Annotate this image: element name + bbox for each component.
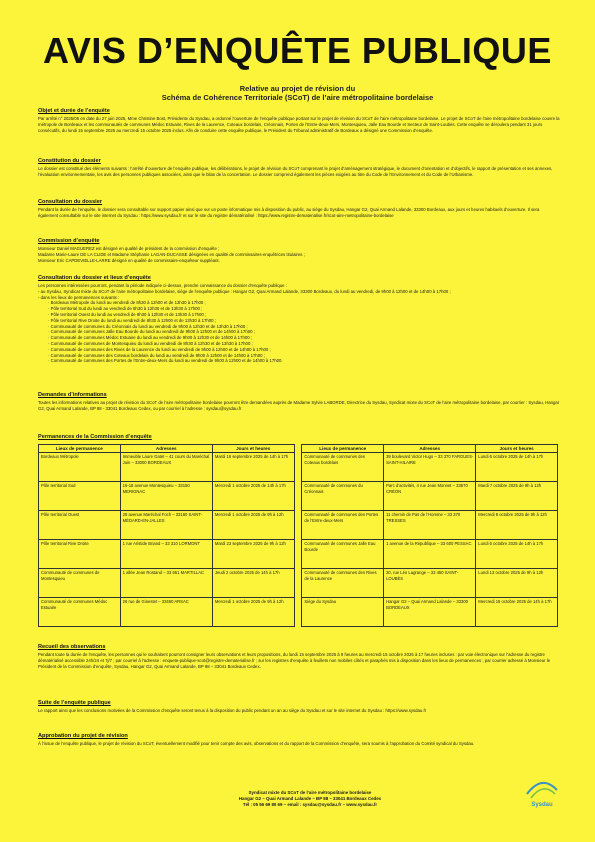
table-cell-r-adresse: Hangar G2 – Quai Armand Lalande – 33300 BORDEAUX — [384, 598, 476, 627]
table-row — [39, 482, 558, 511]
list-item: · Communauté de communes des Rives de la Laurence du lundi au vendredi de 9h00 à 12h00 et de 14h00 à 17h00 ; — [48, 346, 271, 352]
section-consultation-text: Pendant la durée de l’enquête, le dossier sera consultable sur support papier ainsi que sur un poste informatique mis à disposition du public, au siège du Sysdau, Hangar G2, Quai Armand Lalande, 33300 Bordeaux, aux jours et heures habituels d’ouverture. Il sera également consultable sur le site internet du Sysdau : https://www.sysdau.fr et sur le site du registre dématérialisé : https://www.registre-dematerialise.fr/scot-aire-metropolitaine-bordelaise — [38, 207, 540, 218]
table-cell-l-lieu: Pôle territorial Rive Droite — [39, 540, 121, 569]
table-cell-r-lieu: Communauté de communes des Rives de la Laurence — [302, 569, 384, 598]
section-dossier-heading: Consultation du dossier et lieux d’enquête — [38, 275, 151, 281]
section-infos-heading: Demandes d’informations — [38, 392, 107, 398]
table-cell-l-lieu: Communauté de communes de Montesquieu — [39, 569, 121, 598]
dossier-list — [38, 289, 560, 364]
table-cell-r-adresse: 11 chemin de Pas de l’Homme – 33 370 TRESSES — [384, 511, 476, 540]
list-item: - au Sysdau, Syndicat mixte du SCoT de l’aire métropolitaine bordelaise, siège de l’enquête publique : Hangar G2, Quai Armand Lalande, 33300 Bordeaux, du lundi au vendredi, de 9h00 à 12h00 et de 14h00 à 17h00 ; — [38, 288, 451, 294]
section-objet-heading: Objet et durée de l’enquête — [38, 108, 110, 114]
footer-line: Syndicat mixte du SCoT de l’aire métropolitaine bordelaise — [248, 790, 372, 795]
table-row — [39, 453, 558, 482]
section-recueil-heading: Recueil des observations — [38, 644, 106, 650]
table-gap — [294, 445, 302, 453]
footer-line: Hangar G2 – Quai Armand Lalande – BP 88 – 33041 Bordeaux Cedex — [238, 796, 382, 801]
table-cell-l-jours: Mercredi 1 octobre 2025 de 14h à 17h — [212, 482, 294, 511]
table-cell-l-lieu: Communauté de communes Médoc Estuaire — [39, 598, 121, 627]
section-objet — [38, 108, 560, 133]
table-cell-r-lieu: Communauté de communes des Portes de l’Entre-deux-Mers — [302, 511, 384, 540]
table-cell-r-adresse: 1 avenue de la République – 33 600 PESSAC — [384, 540, 476, 569]
table-cell-l-jours: Mercredi 1 octobre 2025 de 9h à 12h — [212, 598, 294, 627]
list-item: · Communauté de communes du Créonnais du lundi au vendredi de 9h00 à 12h30 et de 13h30 à 17h00 ; — [48, 323, 248, 329]
table-gap — [294, 540, 302, 569]
section-approbation-text: À l’issue de l’enquête publique, le projet de révision du SCoT, éventuellement modifié pour tenir compte des avis, observations et du rapport de la Commission d’enquête, sera soumis à l’approbation du Comité syndical du Sysdau. — [38, 741, 475, 746]
table-cell-r-jours: Mardi 7 octobre 2025 de 9h à 12h — [476, 482, 558, 511]
table-cell-r-jours: Lundi 6 octobre 2025 de 14h à 17h — [476, 453, 558, 482]
section-approbation — [38, 733, 508, 747]
subtitle-line-2: Schéma de Cohérence Territoriale (SCoT) de l’aire métropolitaine bordelaise — [161, 93, 434, 102]
subtitle-line-1: Relative au projet de révision du — [239, 84, 356, 93]
table-header: Adresses — [120, 445, 212, 453]
table-cell-l-lieu: Pôle territorial Ouest — [39, 511, 121, 540]
list-item: - dans les lieux de permanences suivants : — [38, 294, 120, 300]
table-row — [39, 540, 558, 569]
list-item: · Communauté de communes de Montesquieu du lundi au vendredi de 8h30 à 12h30 et de 13h30 à 17h00 ; — [48, 340, 253, 346]
table-cell-r-lieu: Communauté de communes du Créonnais — [302, 482, 384, 511]
table-cell-l-jours: Mardi 23 septembre 2025 de 9h à 12h — [212, 540, 294, 569]
table-cell-l-jours: Mercredi 1 octobre 2025 de 9h à 12h — [212, 511, 294, 540]
section-suite-heading: Suite de l’enquête publique — [38, 700, 111, 706]
list-item: · Communauté de communes Jalle Eau Bourde du lundi au vendredi de 9h00 à 12h00 et de 14h00 à 17h00 ; — [48, 329, 255, 335]
table-header-row — [39, 445, 558, 453]
section-commission — [38, 238, 560, 263]
table-header: Lieux de permanence — [39, 445, 121, 453]
table-cell-r-jours: Mercredi 15 octobre 2025 de 14h à 17h — [476, 598, 558, 627]
table-gap — [294, 598, 302, 627]
section-commission-heading: Commission d’enquête — [38, 238, 100, 244]
table-cell-l-adresse: 1 allée Jean Rostand – 33 651 MARTILLAC — [120, 569, 212, 598]
section-dossier-intro: Les personnes intéressées pourront, pendant la période indiquée ci-dessus, prendre connaissance du dossier d’enquête publique : — [38, 283, 287, 288]
section-consultation — [38, 199, 560, 219]
table-cell-r-lieu: Siège du Sysdau — [302, 598, 384, 627]
section-recueil-text: Pendant toute la durée de l’enquête, les personnes qui le souhaitent pourront consigner leurs observations et leurs propositions, du lundi 15 septembre 2025 à 9 heures au mercredi 15 octobre 2025 à 17 heures incluses : par voie électronique sur l’adresse du registre dématérialisé accessible 24h/24 et 7j/7 ; par courriel à l’adresse : enquete-publique-scot@registre-dematerialise.fr ; sur les registres d’enquête à feuillets non mobiles côtés et paraphés mis à disposition dans les lieux de permanences ; par courrier adressé à Monsieur le Président de la Commission d’enquête, Sysdau, Hangar G2, Quai Armand Lalande, BP 88 – 33041 Bordeaux Cedex. — [38, 652, 551, 669]
table-cell-r-jours: Lundi 13 octobre 2025 de 9h à 12h — [476, 569, 558, 598]
table-row — [39, 511, 558, 540]
table-cell-r-adresse: 39 boulevard Victor Hugo – 33 370 FARGUES-SAINT-HILAIRE — [384, 453, 476, 482]
section-infos — [38, 392, 560, 412]
table-cell-l-adresse: 26 rue de Ginestet – 33460 ARSAC — [120, 598, 212, 627]
permanences-table — [38, 444, 558, 627]
table-row — [39, 569, 558, 598]
list-item: · Communauté de communes Médoc Estuaire du lundi au vendredi de 9h00 à 12h30 et de 14h00 à 17h00 ; — [48, 335, 253, 341]
commission-line: Madame Marie-Laure DE LA CLIDE et Madame Stéphanie LAGAN-DUCASSE désignées en qualité de commissaires-enquêtrices titulaires ; — [38, 251, 305, 257]
section-suite — [38, 700, 560, 714]
footer — [130, 790, 490, 808]
list-item: · Bordeaux Métropole du lundi au vendredi de 8h30 à 12h00 et de 13h30 à 17h00 ; — [48, 300, 206, 306]
table-cell-r-jours: Lundi 6 octobre 2025 de 14h à 17h — [476, 540, 558, 569]
section-suite-text: Le rapport ainsi que les conclusions motivées de la Commission d’enquête seront tenus à la disposition du public pendant un an au siège du Sysdau et sur le site internet du Sysdau : https://www.sysdau.fr — [38, 708, 427, 713]
table-cell-l-lieu: Bordeaux Métropole — [39, 453, 121, 482]
list-item: · Communauté de communes des Portes de l’Entre-deux-Mers du lundi au vendredi de 9h00 à 12h00 et de 14h00 à 17h00. — [48, 358, 283, 364]
table-cell-l-adresse: 28 avenue Maréchal Foch – 33160 SAINT-MÉDARD-EN-JALLES — [120, 511, 212, 540]
table-cell-r-adresse: 20, rue Léo Lagrange – 33 450 SAINT-LOUBÈS — [384, 569, 476, 598]
table-header: Adresses — [384, 445, 476, 453]
section-approbation-heading: Approbation du projet de révision — [38, 733, 128, 739]
section-infos-text: Toutes les informations relatives au projet de révision du SCoT de l’aire métropolitaine bordelaise pourront être demandées auprès de Madame Sylvie LABORDE, Directrice du Sysdau, Syndicat mixte du SCoT de l’aire métropolitaine bordelaise, par courrier : Sysdau, Hangar G2, Quai Armand Lalande, BP 88 - 33041 Bordeaux Cedex, ou par courriel à l’adresse : sysdau@sysdau.fr — [38, 400, 560, 411]
list-item: · Pôle territorial Sud du lundi au vendredi de 8h30 à 12h30 et de 13h30 à 17h00 ; — [48, 306, 203, 312]
logo-text: Sysdau — [531, 802, 553, 808]
table-cell-l-adresse: Immeuble Laure Gatet – 41 cours du Maréchal Juin – 33000 BORDEAUX — [120, 453, 212, 482]
sysdau-logo-icon — [523, 772, 561, 802]
table-cell-r-lieu: Communauté de communes des Coteaux bordelais — [302, 453, 384, 482]
commission-line: Monsieur Daniel MAGUEREZ est désigné en qualité de président de la commission d’enquête ; — [38, 246, 220, 251]
table-cell-l-lieu: Pôle territorial Sud — [39, 482, 121, 511]
table-row — [39, 598, 558, 627]
table-header: Jours et heures — [212, 445, 294, 453]
footer-line: Tél : 05 56 69 80 69 – email : sysdau@sysdau.fr – www.sysdau.fr — [242, 802, 378, 807]
table-gap — [294, 511, 302, 540]
section-consultation-heading: Consultation du dossier — [38, 199, 103, 205]
table-gap — [294, 453, 302, 482]
section-constitution — [38, 158, 560, 178]
table-gap — [294, 569, 302, 598]
table-gap — [294, 482, 302, 511]
commission-line: Monsieur Eric CAPDEVIELLE-LARRE désigné en qualité de commissaire-enquêteur suppléant. — [38, 257, 220, 263]
table-header: Jours et heures — [476, 445, 558, 453]
page-subtitle — [0, 84, 595, 102]
section-recueil — [38, 644, 560, 669]
permanences-title: Permanences de la Commission d’enquête — [38, 434, 152, 440]
table-cell-l-jours: Mardi 16 septembre 2025 de 14h à 17h — [212, 453, 294, 482]
page-title: AVIS D’ENQUÊTE PUBLIQUE — [43, 30, 552, 71]
table-cell-l-jours: Jeudi 2 octobre 2025 de 14h à 17h — [212, 569, 294, 598]
section-constitution-text: Le dossier est constitué des éléments suivants : l’arrêté d’ouverture de l’enquête publique, les délibérations, le projet de révision du SCoT comprenant le projet d’aménagement stratégique, le document d’orientation et d’objectifs, le rapport de présentation et ses annexes, l’évaluation environnementale, les avis des personnes publiques associées, ainsi que le bilan de la concertation. Le dossier comprend également les pièces exigées au titre du Code de l’Environnement et du Code de l’Urbanisme. — [38, 166, 553, 177]
section-dossier — [38, 275, 560, 364]
list-item: · Pôle territorial Rive Droite du lundi au vendredi de 8h30 à 12h00 et de 13h30 à 17h00 ; — [48, 317, 216, 323]
table-cell-r-jours: Mercredi 8 octobre 2025 de 9h à 12h — [476, 511, 558, 540]
section-constitution-heading: Constitution du dossier — [38, 158, 101, 164]
table-cell-r-lieu: Communauté de communes Jalle Eau Bourde — [302, 540, 384, 569]
list-item: · Pôle territorial Ouest du lundi au vendredi de 8h30 à 12h30 et de 13h30 à 17h00 ; — [48, 311, 207, 317]
table-header: Lieux de permanence — [302, 445, 384, 453]
table-cell-r-adresse: Parc d’activités, 4 rue Jean Monnet – 33670 CRÉON — [384, 482, 476, 511]
list-item: · Communauté de communes des Coteaux bordelais du lundi au vendredi de 9h00 à 12h00 et de 14h00 à 17h00 ; — [48, 352, 265, 358]
section-objet-text: Par arrêté n° 2025/06 en date du 27 juin 2025, Mme Christine Bost, Présidente du Sysdau, a ordonné l’ouverture de l’enquête publique portant sur le projet de révision du SCoT de l’aire métropolitaine bordelaise. Le projet de SCoT de l’aire métropolitaine bordelaise couvre la métropole de Bordeaux et les communautés de communes Médoc Estuaire, Rives de la Laurence, Coteaux bordelais, Créonnais, Portes de l’Entre-deux-Mers, Montesquieu, Jalle Eau Bourde et Secteur de Saint-Loubès. Cette enquête se déroulera pendant 31 jours consécutifs, du lundi 15 septembre 2025 au mercredi 15 octobre 2025 inclus. Afin de conduire cette enquête publique, le Président du Tribunal administratif de Bordeaux a désigné une Commission d’enquête. — [38, 116, 560, 133]
table-cell-l-adresse: 16-18 avenue Montesquieu – 33150 MERIGNAC — [120, 482, 212, 511]
table-cell-l-adresse: 1 rue Aristide Briand – 33 310 LORMONT — [120, 540, 212, 569]
